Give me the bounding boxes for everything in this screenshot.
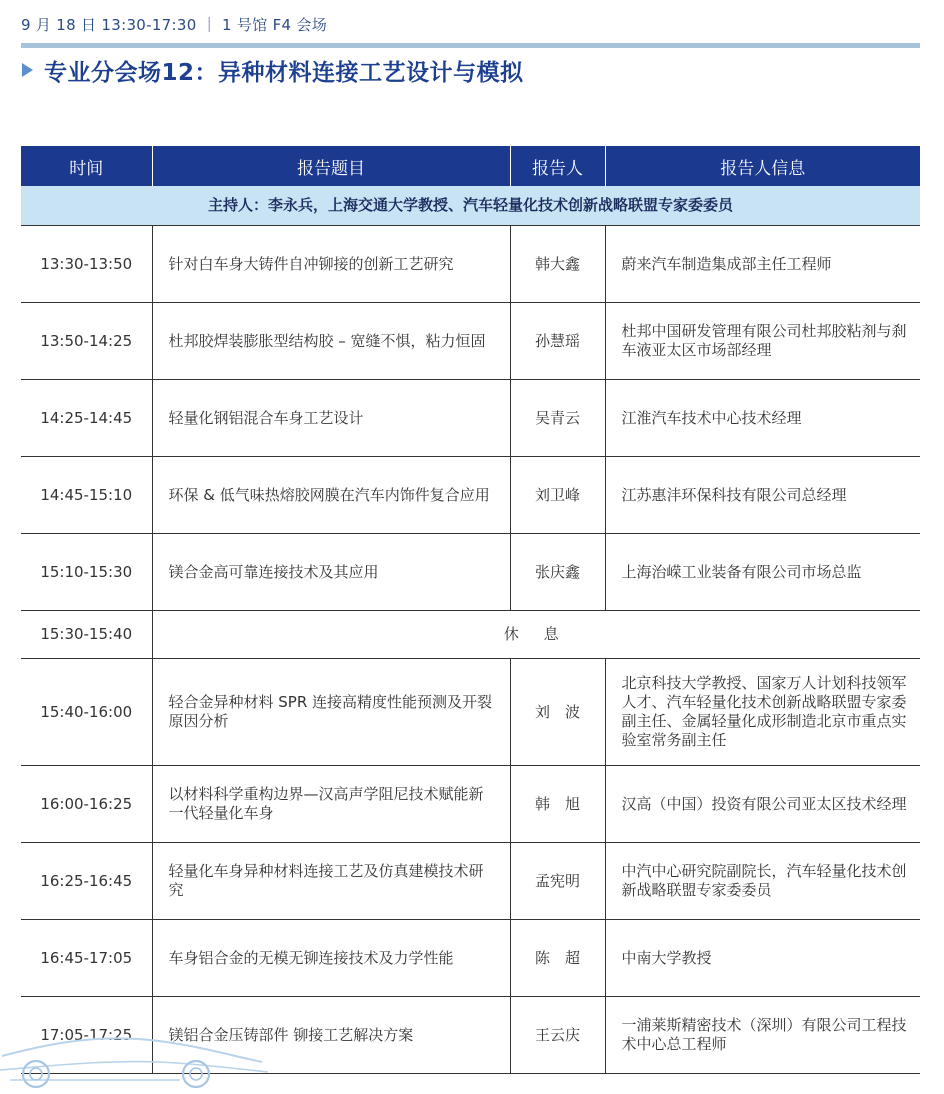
triangle-bullet-icon: [22, 63, 33, 77]
table-row: [21, 766, 920, 843]
column-header-speaker-info: 报告人信息: [605, 146, 920, 186]
session-meta: 9 月 18 日 13:30-17:30 ｜ 1 号馆 F4 会场: [21, 16, 328, 34]
column-header-speaker: 报告人: [510, 146, 605, 186]
time-cell: 15:30-15:40: [21, 611, 152, 659]
session-title-row: [22, 54, 524, 86]
time-cell: 13:50-14:25: [21, 303, 152, 380]
column-header-time: 时间: [21, 146, 152, 186]
time-cell: 17:05-17:25: [21, 997, 152, 1074]
table-row: [21, 843, 920, 920]
speaker-info-cell: 中汽中心研究院副院长，汽车轻量化技术创新战略联盟专家委委员: [605, 843, 920, 920]
table-row: [21, 920, 920, 997]
speaker-cell: 张庆鑫: [510, 534, 605, 611]
time-cell: 15:10-15:30: [21, 534, 152, 611]
speaker-cell: 陈 超: [510, 920, 605, 997]
time-cell: 14:25-14:45: [21, 380, 152, 457]
speaker-info-cell: 上海治嵘工业装备有限公司市场总监: [605, 534, 920, 611]
speaker-cell: 韩大鑫: [510, 226, 605, 303]
table-row: [21, 534, 920, 611]
column-header-topic: 报告题目: [152, 146, 510, 186]
speaker-info-cell: 中南大学教授: [605, 920, 920, 997]
speaker-cell: 孟宪明: [510, 843, 605, 920]
table-row: [21, 457, 920, 534]
table-row: [21, 303, 920, 380]
speaker-cell: 孙慧瑶: [510, 303, 605, 380]
table-row: [21, 659, 920, 766]
speaker-cell: 刘卫峰: [510, 457, 605, 534]
speaker-info-cell: 汉高（中国）投资有限公司亚太区技术经理: [605, 766, 920, 843]
header-divider: [21, 43, 920, 48]
host-row: [21, 186, 920, 226]
topic-cell: 杜邦胶焊装膨胀型结构胶 – 宽缝不惧，粘力恒固: [152, 303, 510, 380]
schedule-table: [21, 146, 920, 1074]
topic-cell: 轻量化车身异种材料连接工艺及仿真建模技术研究: [152, 843, 510, 920]
speaker-cell: 吴青云: [510, 380, 605, 457]
table-header-row: [21, 146, 920, 186]
time-cell: 16:25-16:45: [21, 843, 152, 920]
speaker-cell: 刘 波: [510, 659, 605, 766]
speaker-info-cell: 北京科技大学教授、国家万人计划科技领军人才、汽车轻量化技术创新战略联盟专家委副主任、金属轻量化成形制造北京市重点实验室常务副主任: [605, 659, 920, 766]
table-row: [21, 997, 920, 1074]
break-label: 休 息: [152, 611, 920, 659]
topic-cell: 环保 & 低气味热熔胶网膜在汽车内饰件复合应用: [152, 457, 510, 534]
topic-cell: 以材料科学重构边界—汉高声学阻尼技术赋能新一代轻量化车身: [152, 766, 510, 843]
speaker-cell: 韩 旭: [510, 766, 605, 843]
time-cell: 16:45-17:05: [21, 920, 152, 997]
topic-cell: 镁合金高可靠连接技术及其应用: [152, 534, 510, 611]
topic-cell: 轻量化钢铝混合车身工艺设计: [152, 380, 510, 457]
topic-cell: 镁铝合金压铸部件 铆接工艺解决方案: [152, 997, 510, 1074]
table-row: [21, 226, 920, 303]
topic-cell: 轻合金异种材料 SPR 连接高精度性能预测及开裂原因分析: [152, 659, 510, 766]
table-row: [21, 380, 920, 457]
speaker-info-cell: 一浦莱斯精密技术（深圳）有限公司工程技术中心总工程师: [605, 997, 920, 1074]
speaker-info-cell: 江苏惠沣环保科技有限公司总经理: [605, 457, 920, 534]
time-cell: 16:00-16:25: [21, 766, 152, 843]
time-cell: 14:45-15:10: [21, 457, 152, 534]
time-cell: 13:30-13:50: [21, 226, 152, 303]
host-text: 主持人：李永兵，上海交通大学教授、汽车轻量化技术创新战略联盟专家委委员: [21, 186, 920, 226]
speaker-info-cell: 江淮汽车技术中心技术经理: [605, 380, 920, 457]
session-title: 专业分会场12：异种材料连接工艺设计与模拟: [44, 59, 524, 86]
break-row: [21, 611, 920, 659]
speaker-info-cell: 杜邦中国研发管理有限公司杜邦胶粘剂与刹车液亚太区市场部经理: [605, 303, 920, 380]
topic-cell: 针对白车身大铸件自冲铆接的创新工艺研究: [152, 226, 510, 303]
speaker-cell: 王云庆: [510, 997, 605, 1074]
speaker-info-cell: 蔚来汽车制造集成部主任工程师: [605, 226, 920, 303]
time-cell: 15:40-16:00: [21, 659, 152, 766]
topic-cell: 车身铝合金的无模无铆连接技术及力学性能: [152, 920, 510, 997]
